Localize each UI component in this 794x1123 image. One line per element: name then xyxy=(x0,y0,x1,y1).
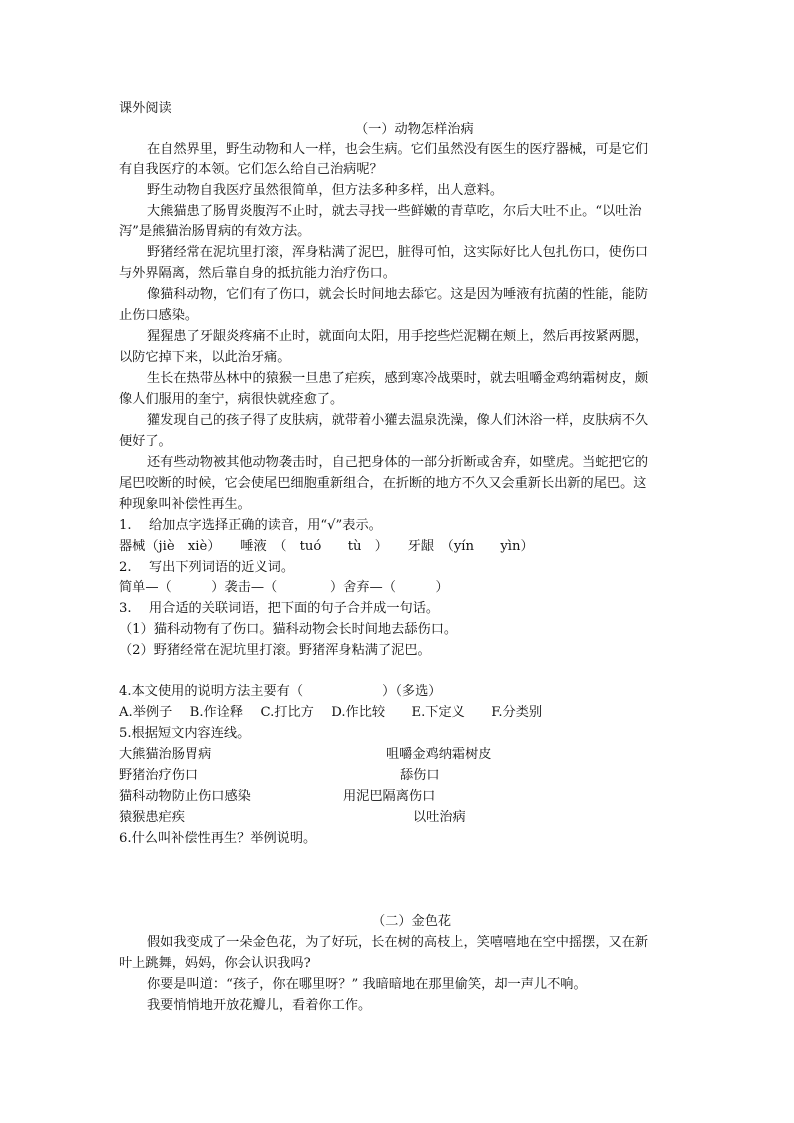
p9-line-1: 还有些动物被其他动物袭击时，自己把身体的一部分折断或舍弃，如壁虎。当蛇把它的 xyxy=(147,455,649,470)
question-5: 5.根据短文内容连线。 xyxy=(119,726,251,741)
s2-p1-line-1: 假如我变成了一朵金色花，为了好玩，长在树的高枝上，笑嘻嘻地在空中摇摆，又在新 xyxy=(147,935,649,950)
p4-line-1: 野猪经常在泥坑里打滚，浑身粘满了泥巴，脏得可怕，这实际好比人包扎伤口，使伤口 xyxy=(147,245,649,260)
p1-line-1: 在自然界里，野生动物和人一样，也会生病。它们虽然没有医生的医疗器械，可是它们 xyxy=(147,142,649,157)
s2-p3-line-1: 我要悄悄地开放花瓣儿，看着你工作。 xyxy=(147,998,372,1013)
s2-p1-line-2: 叶上跳舞，妈妈，你会认识我吗? xyxy=(119,956,311,971)
section-header: 课外阅读 xyxy=(119,101,172,116)
p2-line-1: 野生动物自我医疗虽然很简单，但方法多种多样，出人意料。 xyxy=(147,183,504,198)
passage-2-title: （二）金色花 xyxy=(372,914,452,929)
question-4: 4.本文使用的说明方法主要有（ ）（多选） xyxy=(119,684,442,699)
question-2: 2. 写出下列词语的近义词。 xyxy=(119,560,295,575)
p3-line-2: 泻”是熊猫治肠胃病的有效方法。 xyxy=(119,224,311,239)
match-left-2: 野猪治疗伤口 xyxy=(119,768,199,783)
p9-line-2: 尾巴咬断的时候，它会使尾巴细胞重新组合，在折断的地方不久又会重新长出新的尾巴。这 xyxy=(119,476,647,491)
p5-line-2: 止伤口感染。 xyxy=(119,308,199,323)
question-1: 1. 给加点字选择正确的读音，用“√”表示。 xyxy=(119,518,382,533)
p7-line-1: 生长在热带丛林中的猿猴一旦患了疟疾，感到寒冷战栗时，就去咀嚼金鸡纳霜树皮，颇 xyxy=(147,371,649,386)
match-left-1: 大熊猫治肠胃病 xyxy=(119,747,212,762)
match-right-3: 用泥巴隔离伤口 xyxy=(343,789,436,804)
match-right-1: 咀嚼金鸡纳霜树皮 xyxy=(386,747,492,762)
p3-line-1: 大熊猫患了肠胃炎腹泻不止时，就去寻找一些鲜嫩的青草吃，尔后大吐不止。“以吐治 xyxy=(147,204,642,219)
p6-line-1: 猩猩患了牙龈炎疼痛不止时，就面向太阳，用手挖些烂泥糊在颊上，然后再按紧两腮， xyxy=(147,329,649,344)
p4-line-2: 与外界隔离，然后靠自身的抵抗能力治疗伤口。 xyxy=(119,266,396,281)
question-4-options: A.举例子 B.作诠释 C.打比方 D.作比较 E.下定义 F.分类别 xyxy=(119,705,543,720)
question-2-blanks: 简单—（ ）袭击—（ ）舍弃—（ ） xyxy=(119,580,449,595)
passage-1-title: （一）动物怎样治病 xyxy=(355,122,474,137)
p5-line-1: 像猫科动物，它们有了伤口，就会长时间地去舔它。这是因为唾液有抗菌的性能，能防 xyxy=(147,287,649,302)
question-3-item-1: （1）猫科动物有了伤口。猫科动物会长时间地去舔伤口。 xyxy=(119,622,458,637)
match-left-4: 猿猴患疟疾 xyxy=(119,810,185,825)
p6-line-2: 以防它掉下来，以此治牙痛。 xyxy=(119,350,291,365)
match-left-3: 猫科动物防止伤口感染 xyxy=(119,789,251,804)
p8-line-2: 便好了。 xyxy=(119,434,172,449)
p1-line-2: 有自我医疗的本领。它们怎么给自己治病呢？ xyxy=(119,162,383,177)
match-right-4: 以吐治病 xyxy=(413,810,466,825)
s2-p2-line-1: 你要是叫道：“孩子，你在哪里呀？” 我暗暗地在那里偷笑，却一声儿不响。 xyxy=(147,977,587,992)
question-1-options: 器械（jiè xiè） 唾液 （ tuó tù ） 牙龈 （yín yìn） xyxy=(119,539,534,554)
question-3-item-2: （2）野猪经常在泥坑里打滚。野猪浑身粘满了泥巴。 xyxy=(119,643,431,658)
question-6: 6.什么叫补偿性再生？举例说明。 xyxy=(119,831,317,846)
match-right-2: 舔伤口 xyxy=(400,768,440,783)
p8-line-1: 獾发现自己的孩子得了皮肤病，就带着小獾去温泉洗澡，像人们沐浴一样，皮肤病不久 xyxy=(147,413,649,428)
p7-line-2: 像人们服用的奎宁，病很快就痊愈了。 xyxy=(119,392,344,407)
p9-line-3: 种现象叫补偿性再生。 xyxy=(119,497,251,512)
question-3: 3. 用合适的关联词语，把下面的句子合并成一句话。 xyxy=(119,601,440,616)
